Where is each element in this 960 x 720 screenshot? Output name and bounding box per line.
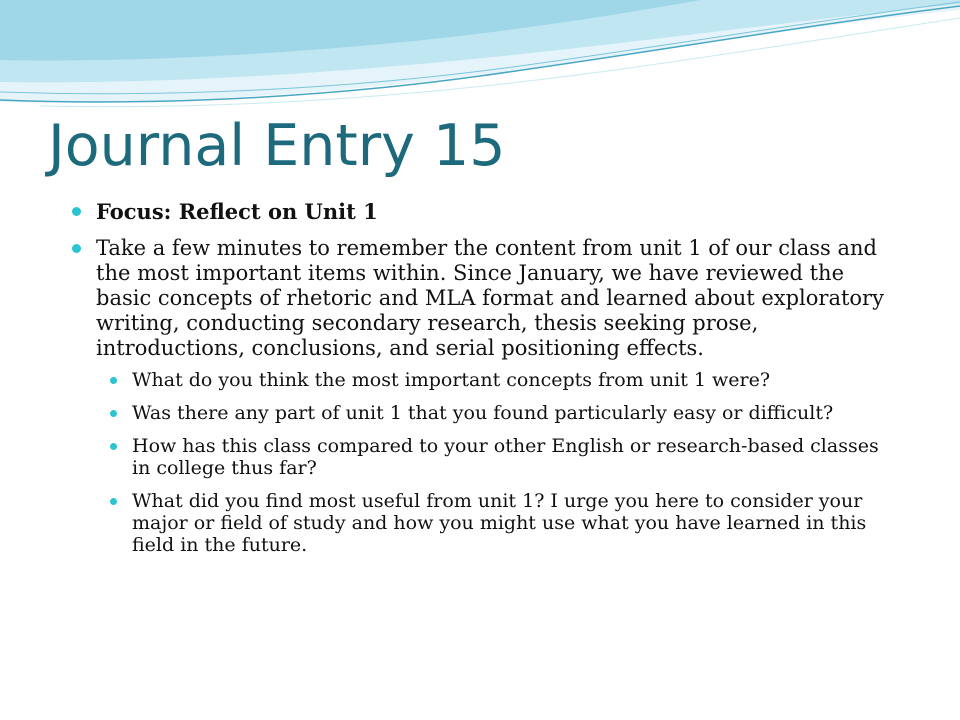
bullet-list	[72, 199, 902, 556]
bullet-instructions	[72, 236, 902, 556]
sub-bullet-dot-icon	[110, 498, 117, 505]
bullet-focus	[72, 199, 902, 225]
sub-bullet-dot-icon	[110, 410, 117, 417]
sub-bullet-item	[96, 369, 902, 391]
bullet-dot-icon	[72, 207, 81, 216]
bullet-focus-text: Focus: Reflect on Unit 1	[96, 199, 378, 224]
sub-bullet-text: What do you think the most important concepts from unit 1 were?	[132, 369, 771, 391]
header-wave-decoration	[0, 0, 960, 130]
sub-bullet-list	[96, 369, 902, 556]
sub-bullet-text: Was there any part of unit 1 that you found particularly easy or difficult?	[132, 402, 834, 424]
bullet-instructions-text: Take a few minutes to remember the content from unit 1 of our class and the most important items within. Since January, we have reviewed the basic concepts of rhetoric and MLA format and learned about exploratory writing, conducting secondary research, thesis seeking prose, introductions, conclusions, and serial positioning effects.	[96, 236, 884, 360]
sub-bullet-dot-icon	[110, 443, 117, 450]
bullet-dot-icon	[72, 244, 81, 253]
sub-bullet-dot-icon	[110, 377, 117, 384]
slide-content	[72, 199, 902, 567]
sub-bullet-text: What did you find most useful from unit 1? I urge you here to consider your major or field of study and how you might use what you have learned in this field in the future.	[132, 490, 867, 556]
sub-bullet-item	[96, 490, 902, 556]
sub-bullet-item	[96, 402, 902, 424]
sub-bullet-item	[96, 435, 902, 479]
slide-title: Journal Entry 15	[48, 113, 506, 179]
sub-bullet-text: How has this class compared to your other English or research-based classes in college thus far?	[132, 435, 879, 479]
